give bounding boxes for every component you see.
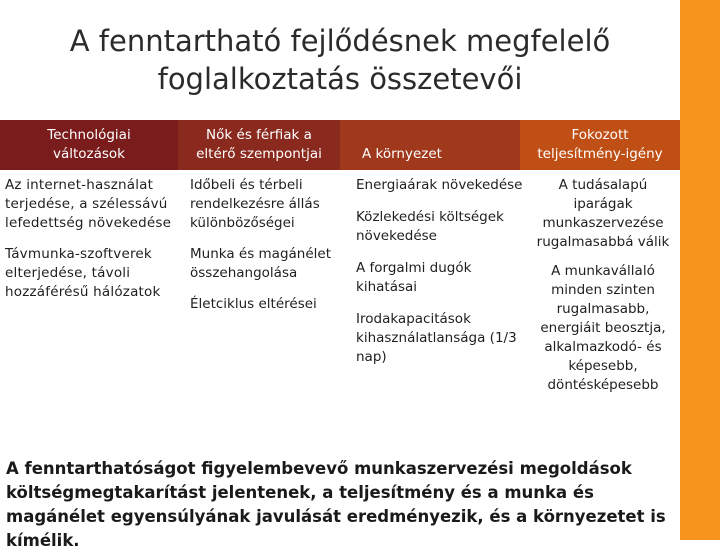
title-line-1: A fenntartható fejlődésnek megfelelő bbox=[69, 24, 611, 58]
title-line-2: foglalkoztatás összetevői bbox=[157, 62, 523, 96]
header-text: Fokozott bbox=[571, 127, 629, 143]
header-text: A környezet bbox=[362, 146, 442, 162]
list-item: Életciklus eltérései bbox=[190, 296, 317, 312]
list-item: Időbeli és térbeli rendelkezésre állás különbözőségei bbox=[190, 177, 320, 231]
header-text: változások bbox=[52, 146, 126, 162]
list-item: A tudásalapú iparágak munkaszervezése rugalmasabbá válik bbox=[536, 177, 670, 250]
header-text: teljesítmény-igény bbox=[537, 146, 663, 162]
header-text: Technológiai bbox=[47, 127, 131, 143]
list-item: Az internet-használat terjedése, a szélessávú lefedettség növekedése bbox=[5, 177, 172, 231]
column-performance-demand bbox=[528, 176, 678, 405]
list-item: Munka és magánélet összehangolása bbox=[190, 246, 332, 281]
column-environment bbox=[356, 176, 526, 380]
list-item: A forgalmi dugók kihatásai bbox=[356, 260, 472, 295]
header-performance-demand bbox=[520, 120, 680, 170]
header-text: Nők és férfiak a bbox=[206, 127, 312, 143]
header-text: eltérő szempontjai bbox=[196, 146, 322, 162]
header-technology-changes bbox=[0, 120, 178, 170]
list-item: Közlekedési költségek növekedése bbox=[356, 209, 504, 244]
list-item: Energiaárak növekedése bbox=[356, 177, 523, 193]
orange-side-bar bbox=[680, 0, 720, 540]
summary-text: A fenntarthatóságot figyelembevevő munkaszervezési megoldások költségmegtakarítást jelentenek, a teljesítmény és a munka és magánélet egyensúlyának javulását eredményezik, és a környezetet is kímélik. bbox=[6, 459, 666, 550]
slide-title bbox=[0, 22, 680, 98]
column-technology-changes bbox=[5, 176, 177, 316]
header-women-men-perspectives bbox=[178, 120, 340, 170]
list-item: Távmunka-szoftverek elterjedése, távoli hozzáférésű hálózatok bbox=[5, 246, 161, 300]
header-environment bbox=[340, 120, 520, 170]
column-women-men-perspectives bbox=[190, 176, 340, 326]
list-item: A munkavállaló minden szinten rugalmasabb, energiáit beosztja, alkalmazkodó- és képesebb, döntésképesebb bbox=[540, 263, 666, 393]
list-item: Irodakapacitások kihasználatlansága (1/3 nap) bbox=[356, 311, 517, 365]
